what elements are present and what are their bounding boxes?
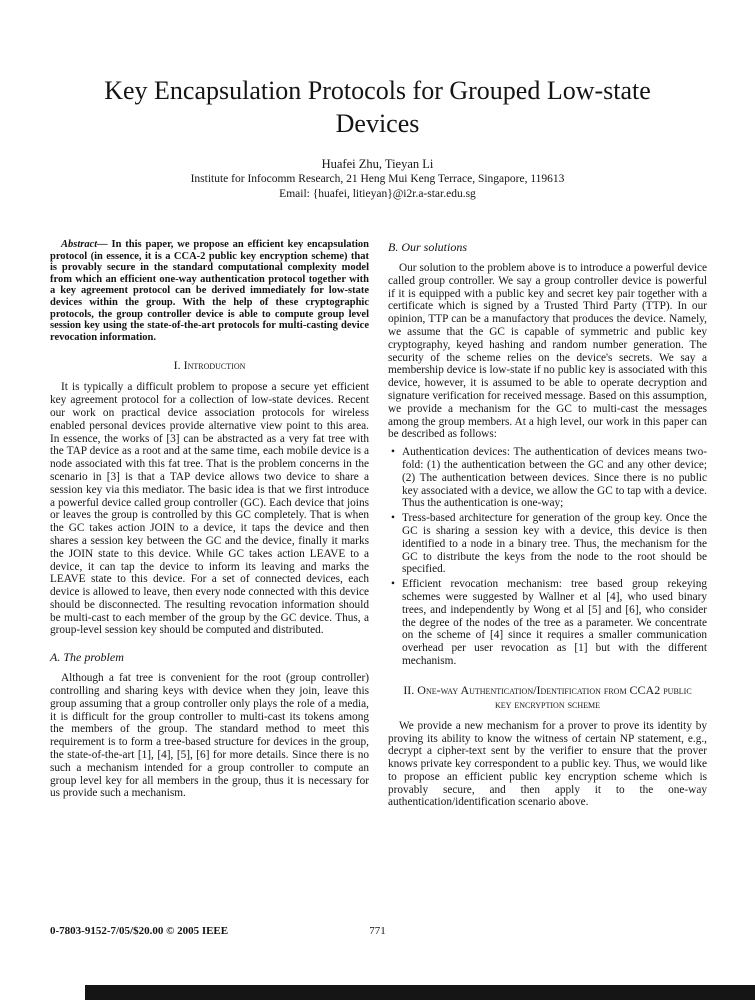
page-footer — [0, 925, 755, 941]
problem-paragraph: Although a fat tree is convenient for the root (group controller) controlling and sharing keys with device when they join, leave this group assuming that a group controller only plays the role of a media, it is difficult for the group controller to multi-cast its tokens among the members of the group. The standard method to meet this requirement is to form a tree-based structure for devices in the group, the state-of-the-art [1], [4], [5], [6] for more details. Since there is no such a mechanism intended for a group controller to compute an group level key for all members in the group, thus it is necessary for us provide such a mechanism. — [50, 672, 369, 800]
bullet-icon — [391, 512, 395, 525]
copyright-notice: 0-7803-9152-7/05/$20.00 © 2005 IEEE — [50, 925, 229, 937]
bullet-text: Tress-based architecture for generation of the group key. Once the GC is sharing a session key with a device, this device is then identified to a node in a binary tree. Thus, the mechanism for the GC to distribute the keys from the node to the root should be specified. — [402, 512, 707, 576]
one-way-authentication-paragraph: We provide a new mechanism for a prover to prove its identity by proving its ability to know the witness of certain NP statement, e.g., decrypt a cipher-text sent by the verifier to ensure that the prover knows private key correspondent to a public key. Thus, we would like to propose an efficient public key encryption scheme which is provably secure, and then apply it to the one-way authentication/identification scenario above. — [388, 719, 707, 809]
left-column — [50, 239, 369, 809]
paper-title: Key Encapsulation Protocols for Grouped Low-state Devices — [104, 76, 651, 138]
solutions-paragraph: Our solution to the problem above is to introduce a powerful device called group controller. We say a group controller device is powerful if it is equipped with a public key and secret key pair together with a certificate which is signed by a Trusted Third Party (TTP). In our opinion, TTP can be a manufactory that produces the device. Namely, we assume that the GC is capable of symmetric and public key cryptography, keyed hashing and random number generation. The security of the scheme relies on the device's secrets. We say a membership device is low-state if no public key is associated with this device, however, it is assumed to be able to operate decryption and signature verification for received message. Based on this assumption, we provide a mechanism for the GC to multi-cast the messages among the group members. At a high level, our work in this paper can be described as follows: — [388, 262, 707, 441]
abstract-label: Abstract— — [61, 239, 108, 250]
page-number: 771 — [369, 925, 386, 937]
section-heading-introduction: I. Introduction — [173, 358, 246, 373]
bullet-text: Authentication devices: The authentication of devices means two-fold: (1) the authentication between the GC and any other device; (2) The authentication between devices. Since there is no public key associated with a device, we allow the GC to tap with a device. Thus the authentication is one-way; — [402, 446, 707, 510]
two-column-body — [50, 239, 707, 809]
subsection-heading-problem: A. The problem — [50, 650, 124, 665]
bullet-item-authentication — [388, 446, 707, 510]
introduction-paragraph: It is typically a difficult problem to propose a secure yet efficient key agreement protocol for a collection of low-state devices. Recent our work on practical device association protocols for wireless enabled personal devices provide alternative view point to this area. In essence, the works of [3] can be abstracted as a very fat tree with the TAP device as a root and at the same time, each mobile device is a node associated with this fat tree. That is the problem concerns in the scenario in [3] is that a TAP device allows two device to share a session key via this mediator. The basic idea is that we first introduce a powerful device called group controller (GC). Each device that joins or leaves the group is controlled by this GC completely. That is when the GC takes action JOIN to a device, it taps the device and then shares a session key between the GC and the device, finally it marks the JOIN state to this device. While GC takes action LEAVE to a device, it can tap the device to inform its leaving and marks the LEAVE state to this device. For a set of connected devices, each device is allowed to leave, then every node connected with this device should be disconnected. The resulting revocation information should be multi-cast to each member of the group by the GC device. Thus, a group-level session key should be computed and distributed. — [50, 381, 369, 637]
bullet-item-revocation — [388, 578, 707, 668]
right-column — [388, 239, 707, 809]
affiliation-line: Institute for Infocomm Research, 21 Heng Mui Keng Terrace, Singapore, 119613 — [190, 173, 565, 185]
subsection-heading-solutions: B. Our solutions — [388, 240, 468, 254]
section-heading-one-way-authentication: II. One-way Authentication/Identification from CCA2 public key encryption scheme — [403, 682, 692, 711]
abstract-paragraph — [50, 239, 369, 343]
solutions-bullet-list — [388, 446, 707, 668]
bullet-text: Efficient revocation mechanism: tree based group rekeying schemes were suggested by Wallner et al [4], who used binary trees, and independently by Wong et al [5] and [6], who consider the degree of the nodes of the tree as a parameter. We concentrate on the scheme of [4] since it requires a smaller communication overhead per user revocation as [1] but with the different mechanism. — [402, 578, 707, 667]
authors-line: Huafei Zhu, Tieyan Li — [321, 157, 434, 171]
bullet-item-tree-architecture — [388, 512, 707, 576]
scan-artifact-bar — [85, 985, 755, 1000]
email-line: Email: {huafei, litieyan}@i2r.a-star.edu.sg — [279, 187, 476, 200]
abstract-text: In this paper, we propose an efficient key encapsulation protocol (in essence, it is a CCA-2 public key encryption scheme) that is provably secure in the standard computational complexity model from which an efficient one-way authentication protocol together with a key agreement protocol can be derived immediately for low-state devices within the group. With the help of these cryptographic protocols, the group controller device is able to compute group level session key using the state-of-the-art protocols for multi-casting device revocation information. — [50, 239, 369, 343]
bullet-icon — [391, 578, 395, 591]
bullet-icon — [391, 446, 395, 459]
